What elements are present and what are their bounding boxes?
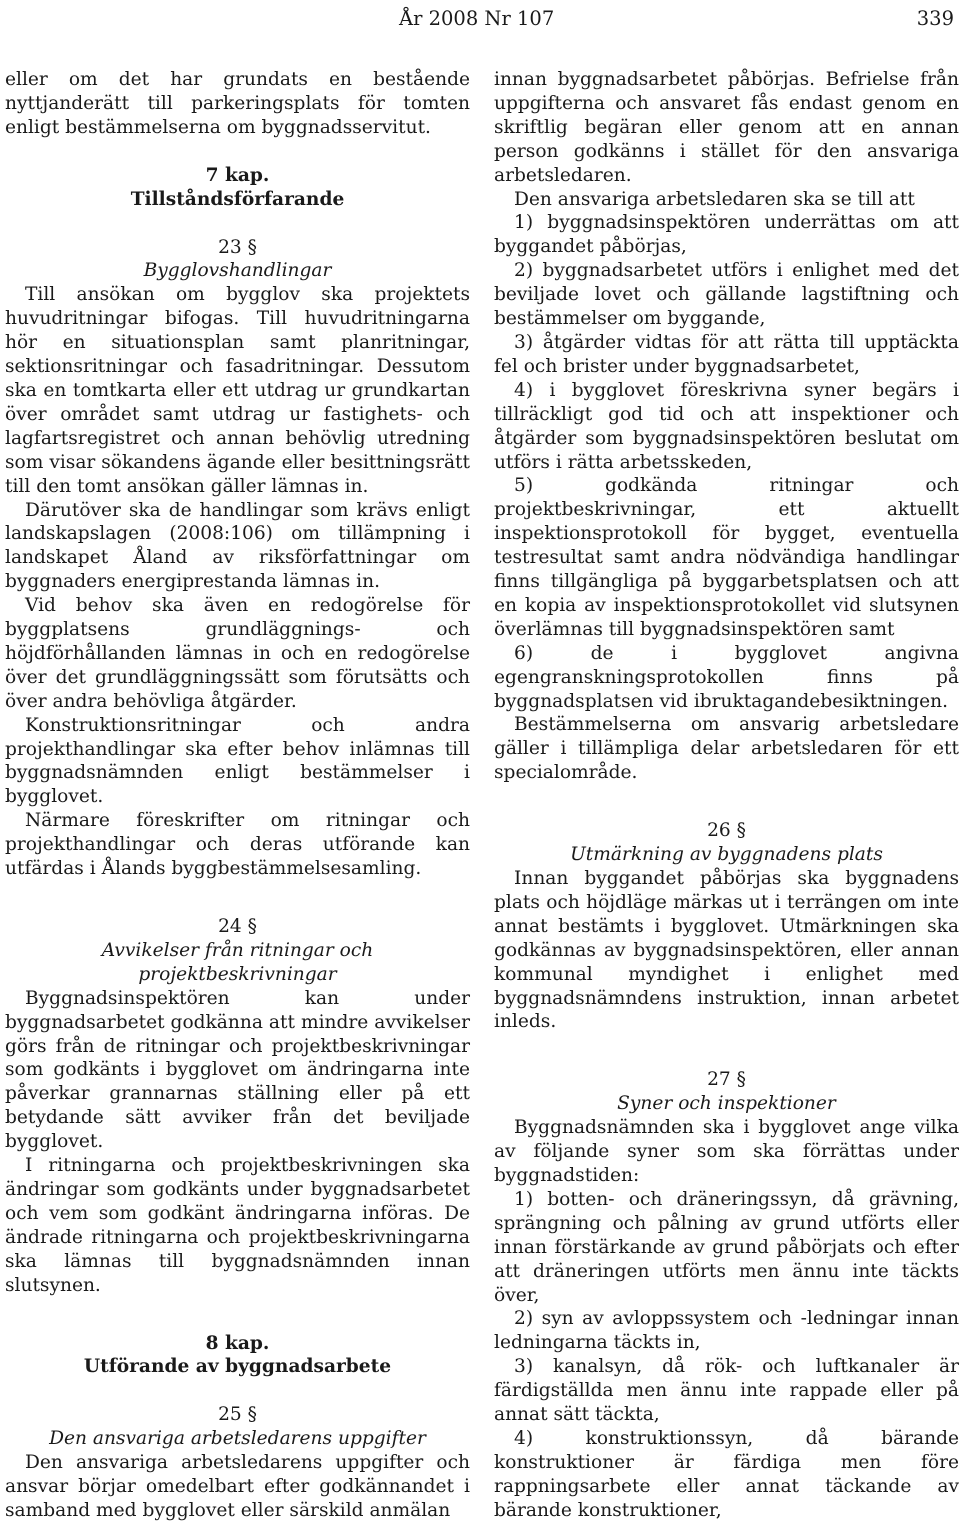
- section-25-paragraph-1: Den ansvariga arbetsledarens uppgifter och ansvar börjar omedelbart efter godkännandet i samband med bygglovet eller särskild anmälan: [5, 1452, 470, 1521]
- section-24-paragraph-1: Byggnadsinspektören kan under byggnadsarbetet godkänna att mindre avvikelser görs från de ritningar och projektbeskrivningar som godkänts i bygglovet om ändringarna inte påverkar grannarnas ställning eller på ett betydande sätt avviker från det beviljade bygglovet.: [5, 987, 470, 1153]
- section-25-list-item-3: 3) åtgärder vidtas för att rätta till upptäckta fel och brister under byggnadsarbetet,: [494, 331, 959, 377]
- section-23-title: Bygglovshandlingar: [143, 260, 332, 282]
- publication-title: År 2008 Nr 107: [399, 7, 555, 30]
- page-header: [0, 6, 960, 32]
- section-23-paragraph-1: Till ansökan om bygglov ska projektets huvudritningar bifogas. Till huvudritningarna hör en situationsplan samt planritningar, sektionsritningar och fasadritningar. Dessutom ska en tomtkarta eller ett utdrag ur grundkartan över området samt utdrag ur fastighets- och lagfartsregistret och annan behövlig utredning som visar sökandens ägande eller besittningsrätt till den tomt ansökan gäller lämnas in.: [5, 284, 470, 497]
- section-23-paragraph-3: Vid behov ska även en redogörelse för byggplatsens grundläggnings- och höjdförhållanden lämnas in och en redogörelse över det grundläggningssätt som förutsätts och över andra behövliga åtgärder.: [5, 595, 470, 712]
- section-24-title: Avvikelser från ritningar och projektbeskrivningar: [101, 939, 374, 985]
- section-23-number: 23 §: [218, 236, 257, 258]
- section-25-paragraph-2: Den ansvariga arbetsledaren ska se till att: [514, 188, 915, 210]
- section-27-list-item-2: 2) syn av avloppssystem och -ledningar innan ledningarna täckts in,: [494, 1308, 959, 1354]
- page-number: 339: [916, 7, 954, 30]
- section-25-list-item-5: 5) godkända ritningar och projektbeskrivningar, ett aktuellt inspektionsprotokoll för bygget, eventuella testresultat samt andra nödvändiga handlingar finns tillgängliga på byggarbetsplatsen och att en kopia av inspektionsprotokollet vid slutsynen överlämnas till byggnadsinspektören samt: [494, 475, 959, 640]
- section-26-number: 26 §: [707, 820, 746, 842]
- section-27-list-item-1: 1) botten- och dräneringssyn, då grävning, sprängning och pålning av grund utförts eller innan förstärkande av grund påbörjats och efter att dräneringen utförts men ännu inte täckts över,: [494, 1188, 959, 1306]
- section-23-paragraph-4: Konstruktionsritningar och andra projekthandlingar ska efter behov inlämnas till byggnadsnämnden enligt bestämmelser i bygglovet.: [5, 714, 470, 808]
- section-25-number: 25 §: [218, 1404, 257, 1426]
- section-27-paragraph-1: Byggnadsnämnden ska i bygglovet ange vilka av följande syner som ska förrättas under byggnadstiden:: [494, 1117, 959, 1186]
- section-27-list-item-3: 3) kanalsyn, då rök- och luftkanaler är färdigställda men ännu inte rappade eller på annat sätt täckta,: [494, 1356, 959, 1426]
- section-25-continuation: innan byggnadsarbetet påbörjas. Befrielse från uppgifterna och ansvaret fås endast genom en skriftlig begäran eller genom att en annan person godkänns i stället för den ansvariga arbetsledaren.: [494, 69, 959, 186]
- section-25-list-item-6: 6) de i bygglovet angivna egengranskningsprotokollen finns på byggnadsplatsen vid ibruktagandebesiktningen.: [494, 642, 959, 712]
- section-25-list-item-1: 1) byggnadsinspektören underrättas om att byggandet påbörjas,: [494, 212, 959, 258]
- section-24-number: 24 §: [218, 916, 257, 937]
- section-25-title: Den ansvariga arbetsledarens uppgifter: [49, 1428, 426, 1450]
- section-25-list-item-4: 4) i bygglovet föreskrivna syner begärs i tillräckligt god tid och att inspektioner och åtgärder som byggnadsinspektören beslutat om utförs i rätta arbetsskeden,: [494, 379, 959, 473]
- section-25-list-item-2: 2) byggnadsarbetet utförs i enlighet med det beviljade lovet och gällande lagstiftning och bestämmelser om byggande,: [494, 260, 959, 330]
- section-23-paragraph-5: Närmare föreskrifter om ritningar och projekthandlingar och deras utförande kan utfärdas i Ålands byggbestämmelsesamling.: [5, 810, 470, 880]
- section-24-paragraph-2: I ritningarna och projektbeskrivningen ska ändringar som godkänts under byggnadsarbetet och vem som godkänt ändringarna införas. De ändrade ritningarna och projektbeskrivningarna ska lämnas till byggnadsnämnden innan slutsynen.: [5, 1155, 470, 1296]
- chapter-7-title: Tillståndsförfarande: [130, 188, 345, 210]
- intro-paragraph: eller om det har grundats en bestående nyttjanderätt till parkeringsplats för tomten enligt bestämmelserna om byggnadsservitut.: [5, 69, 470, 138]
- right-column: [494, 68, 959, 1523]
- section-23-paragraph-2: Därutöver ska de handlingar som krävs enligt landskapslagen (2008:106) om tillämpning i landskapet Åland av riksförfattningar om byggnaders energiprestanda lämnas in.: [5, 499, 470, 593]
- left-column: [5, 68, 470, 1523]
- section-27-list-item-4: 4) konstruktionssyn, då bärande konstruktioner är färdiga men före rappningsarbete eller annat täckande av bärande konstruktioner,: [494, 1427, 959, 1521]
- chapter-8-title: Utförande av byggnadsarbete: [83, 1356, 392, 1378]
- section-27-number: 27 §: [707, 1069, 746, 1091]
- chapter-7-label: 7 kap.: [205, 164, 270, 186]
- chapter-8-label: 8 kap.: [205, 1332, 270, 1354]
- section-26-title: Utmärkning av byggnadens plats: [570, 844, 883, 866]
- section-26-paragraph-1: Innan byggandet påbörjas ska byggnadens plats och höjdläge märkas ut i terrängen om inte annat bestämts i bygglovet. Utmärkningen ska godkännas av byggnadsinspektören, eller annan kommunal myndighet i enlighet med byggnadsnämndens instruktion, innan arbetet inleds.: [494, 868, 959, 1033]
- section-25-paragraph-3: Bestämmelserna om ansvarig arbetsledare gäller i tillämpliga delar arbetsledaren för ett specialområde.: [494, 714, 959, 784]
- section-27-title: Syner och inspektioner: [617, 1093, 836, 1115]
